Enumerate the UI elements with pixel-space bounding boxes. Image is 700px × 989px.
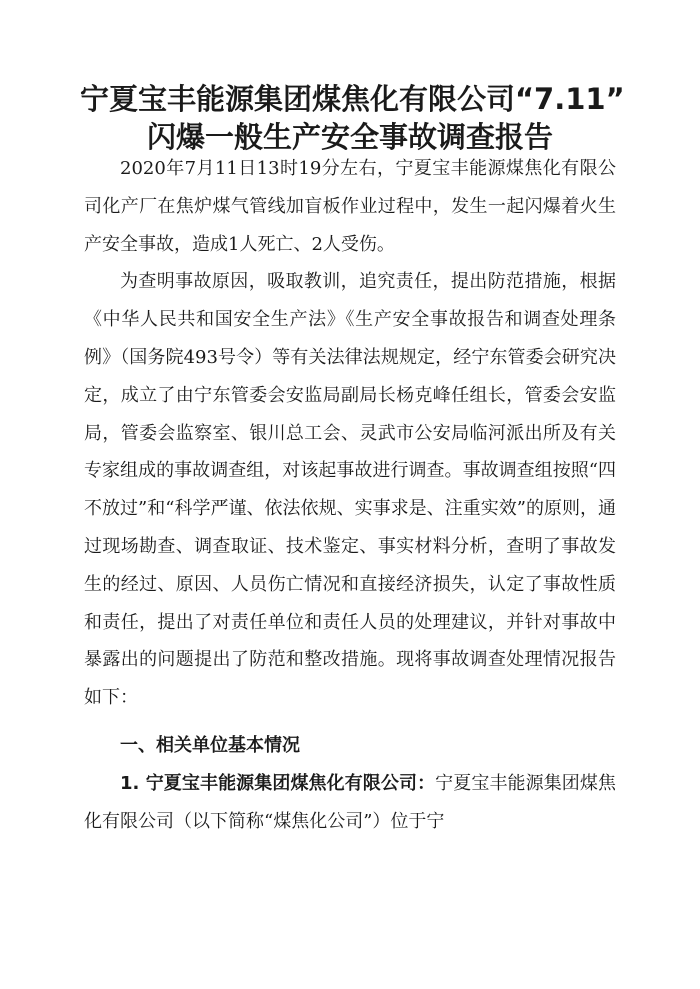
paragraph-investigation-basis: 为查明事故原因，吸取教训，追究责任，提出防范措施，根据《中华人民共和国安全生产法》《生产安全事故报告和调查处理条例》（国务院493号令）等有关法律法规规定，经宁东管委会研究决定，成立了由宁东管委会安监局副局长杨克峰任组长，管委会安监局，管委会监察室、银川总工会、灵武市公安局临河派出所及有关专家组成的事故调查组，对该起事故进行调查。事故调查组按照“四不放过”和“科学严谨、依法依规、实事求是、注重实效”的原则，通过现场勘查、调查取证、技术鉴定、事实材料分析，查明了事故发生的经过、原因、人员伤亡情况和直接经济损失，认定了事故性质和责任，提出了对责任单位和责任人员的处理建议，并针对事故中暴露出的问题提出了防范和整改措施。现将事故调查处理情况报告如下： <box>84 271 616 709</box>
paragraph-incident-summary: 2020年7月11日13时19分左右，宁夏宝丰能源煤焦化有限公司化产厂在焦炉煤气管线加盲板作业过程中，发生一起闪爆着火生产安全事故，造成1人死亡、2人受伤。 <box>84 158 616 255</box>
title-line-1: 宁夏宝丰能源集团煤焦化有限公司“7.11” <box>80 82 625 116</box>
paragraph-company-info <box>84 765 616 841</box>
paragraph-gap <box>84 717 616 727</box>
document-body <box>84 150 616 840</box>
company-item-label: 1. 宁夏宝丰能源集团煤焦化有限公司： <box>120 772 436 794</box>
document-title <box>80 80 625 156</box>
title-line-2: 闪爆一般生产安全事故调查报告 <box>146 120 553 154</box>
company-item-text: 宁夏宝丰能源集团煤焦化有限公司（以下简称“煤焦化公司”）位于宁 <box>84 772 616 832</box>
section-heading-units: 一、相关单位基本情况 <box>120 734 300 756</box>
